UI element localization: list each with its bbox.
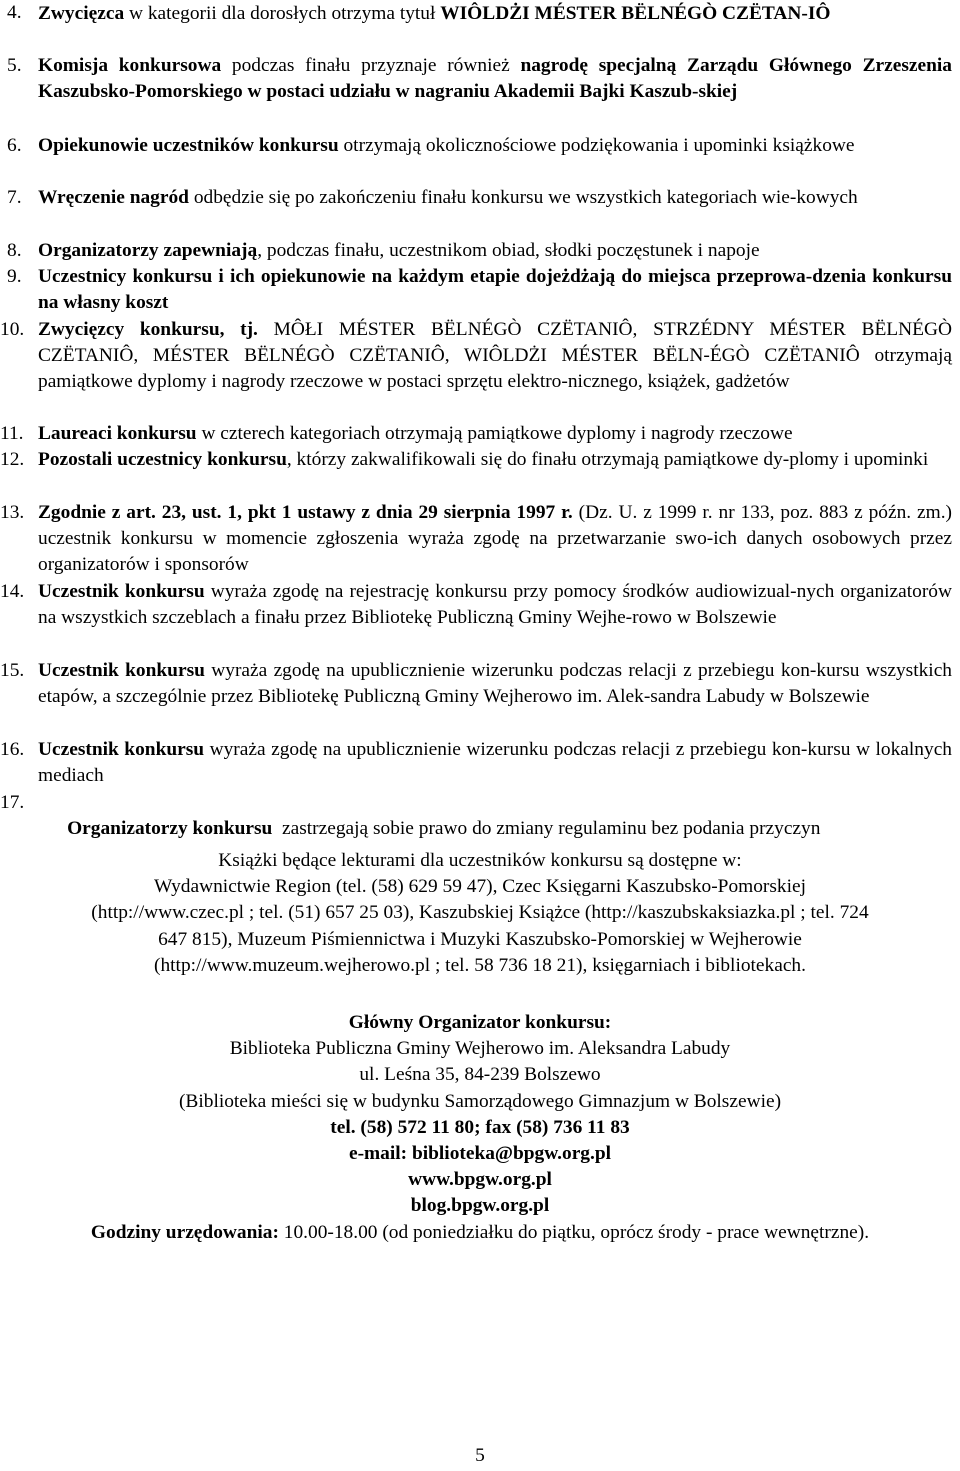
rule-bold-lead: Laureaci konkursu [38, 423, 197, 444]
rule-number: 16. [0, 739, 25, 760]
rule-item-8 [0, 238, 960, 264]
rule-text: , którzy zakwalifikowali się do finału otrzymają pamiątkowe dy-plomy i upominki [286, 449, 929, 470]
rule-text: otrzymają okolicznościowe podziękowania i upominki książkowe [338, 135, 855, 156]
organizer-blog: blog.bpgw.org.pl [410, 1195, 550, 1217]
rule-number: 17. [0, 792, 25, 813]
rule-text: w czterech kategoriach otrzymają pamiątkowe dyplomy i nagrody rzeczowe [196, 423, 793, 444]
rule-number: 6. [7, 135, 22, 156]
rule-number: 15. [0, 660, 25, 681]
rule-number: 14. [0, 581, 25, 602]
organizer-email: e-mail: biblioteka@bpgw.org.pl [348, 1143, 612, 1165]
rule-item-17 [0, 790, 960, 840]
rule-bold-title: WIÔLDŻI MÉSTER BËLNÉGÒ CZËTAN-IÔ [440, 3, 831, 24]
organizer-phone-fax: tel. (58) 572 11 80; fax (58) 736 11 83 [330, 1116, 630, 1138]
rule-text: zastrzegają sobie prawo do zmiany regulaminu bez podania przyczyn [272, 818, 821, 840]
rule-number: 5. [7, 55, 22, 76]
rule-number: 9. [7, 266, 22, 287]
rule-item-16 [0, 737, 960, 790]
page-number: 5 [475, 1445, 485, 1466]
office-hours-label: Godziny urzędowania: [90, 1221, 279, 1243]
books-line: Wydawnictwie Region (tel. (58) 629 59 47), Czec Księgarni Kaszubsko-Pomorskiej [153, 876, 807, 898]
organizer-location-note: (Biblioteka mieści się w budynku Samorządowego Gimnazjum w Bolszewie) [178, 1090, 782, 1112]
rule-number: 11. [0, 423, 24, 444]
books-intro: Książki będące lekturami dla uczestników konkursu są dostępne w: [218, 850, 742, 871]
office-hours-value: 10.00-18.00 (od poniedziałku do piątku, oprócz środy - prace wewnętrzne). [278, 1221, 870, 1243]
rule-text: wyraża zgodę na upublicznienie wizerunku podczas relacji z przebiegu kon-kursu w lokalnych mediach [38, 739, 952, 787]
rule-bold-lead: Uczestnik konkursu [38, 739, 205, 760]
rule-bold-title: nagrodę specjalną Zarządu Głównego Zrzeszenia Kaszubsko-Pomorskiego w postaci udziału w nagraniu Akademii Bajki Kaszub-skiej [38, 55, 953, 103]
organizer-website: www.bpgw.org.pl [408, 1169, 552, 1191]
rule-item-7 [0, 185, 960, 238]
rule-number: 8. [7, 240, 22, 261]
rule-number: 12. [0, 449, 25, 470]
rule-bold-lead: Zwycięzca [38, 3, 125, 24]
books-line: 647 815), Muzeum Piśmiennictwa i Muzyki Kaszubsko-Pomorskiej w Wejherowie [158, 928, 802, 950]
rule-item-12 [0, 447, 960, 500]
rule-item-13 [0, 500, 960, 579]
rule-text: (Dz. U. z 1999 r. nr 133, poz. 883 z późn. zm.) uczestnik konkursu w momencie zgłoszenia wyraża zgodę na przetwarzanie swo-ich danych osobowych przez organizatorów i sponsorów [38, 502, 953, 576]
organizer-heading: Główny Organizator konkursu: [348, 1012, 612, 1033]
rule-item-15 [0, 658, 960, 737]
rule-item-10 [0, 317, 960, 421]
rule-bold-lead: Uczestnik konkursu [38, 581, 205, 602]
rule-bold-lead: Zwycięzcy konkursu, tj. [38, 319, 258, 340]
rule-text: MÔŁI MÉSTER BËLNÉGÒ CZËTANIÔ, STRZÉDNY MÉSTER BËLNÉGÒ CZËTANIÔ, MÉSTER BËLNÉGÒ CZËTANIÔ, WIÔLDŻI MÉSTER BËLN-ÉGÒ CZËTANIÔ [38, 319, 952, 367]
books-line: (http://www.czec.pl ; tel. (51) 657 25 03), Kaszubskiej Książce (http://kaszubskaksiazka.pl ; tel. 724 [91, 902, 869, 924]
rule-bold-lead: Opiekunowie uczestników konkursu [38, 135, 339, 156]
rule-number: 4. [7, 2, 22, 23]
rule-text: podczas finału przyznaje również [221, 55, 521, 76]
rule-bold-lead: Pozostali uczestnicy konkursu [38, 449, 287, 470]
rule-bold-lead: Zgodnie z art. 23, ust. 1, pkt 1 ustawy z dnia 29 sierpnia 1997 r. [38, 502, 573, 523]
rule-bold-lead: Wręczenie nagród [38, 187, 189, 208]
books-line: (http://www.muzeum.wejherowo.pl ; tel. 58 736 18 21), księgarniach i bibliotekach. [154, 954, 806, 976]
office-hours [0, 1220, 960, 1246]
rule-text: odbędzie się po zakończeniu finału konkursu we wszystkich kategoriach wie-kowych [188, 187, 858, 208]
rule-text: , podczas finału, uczestnikom obiad, słodki poczęstunek i napoje [257, 240, 760, 261]
rule-bold-lead: Komisja konkursowa [38, 55, 222, 76]
organizer-address: ul. Leśna 35, 84-239 Bolszewo [359, 1064, 601, 1086]
organizer-section [0, 1010, 960, 1246]
rule-item-6 [0, 133, 960, 185]
rule-bold-lead: Uczestnicy konkursu i ich opiekunowie na każdym etapie dojeżdżają do miejsca przeprowa-dzenia konkursu na własny koszt [38, 266, 952, 314]
rule-bold-lead: Uczestnik konkursu [38, 660, 205, 681]
rule-item-9 [0, 264, 960, 317]
rule-number: 7. [7, 187, 22, 208]
rule-bold-lead: Organizatorzy konkursu [67, 818, 273, 840]
rule-number: 10. [0, 319, 25, 340]
books-availability-section [0, 848, 960, 979]
rule-text: wyraża zgodę na upublicznienie wizerunku podczas relacji z przebiegu kon-kursu wszystkich etapów, a szczególnie przez Bibliotekę Publiczną Gminy Wejherowo im. Alek-sandra Labudy w Bolszewie [38, 660, 952, 708]
rule-item-5 [0, 53, 960, 133]
rule-item-14 [0, 579, 960, 658]
rule-number: 13. [0, 502, 25, 523]
rule-text-tail: otrzymają pamiątkowe dyplomy i nagrody rzeczowe w postaci sprzętu elektro-nicznego, książek, gadżetów [38, 345, 952, 393]
rule-text: wyraża zgodę na rejestrację konkursu przy pomocy środków audiowizual-nych organizatorów na wszystkich szczeblach a finału przez Bibliotekę Publiczną Gminy Wejhe-rowo w Bolszewie [38, 581, 952, 629]
organizer-name: Biblioteka Publiczna Gminy Wejherowo im. Aleksandra Labudy [229, 1038, 731, 1060]
rule-text: w kategorii dla dorosłych otrzyma tytuł [124, 3, 441, 24]
rule-item-11 [0, 421, 960, 447]
rule-item-4 [0, 0, 960, 53]
rule-bold-lead: Organizatorzy zapewniają [38, 240, 258, 261]
